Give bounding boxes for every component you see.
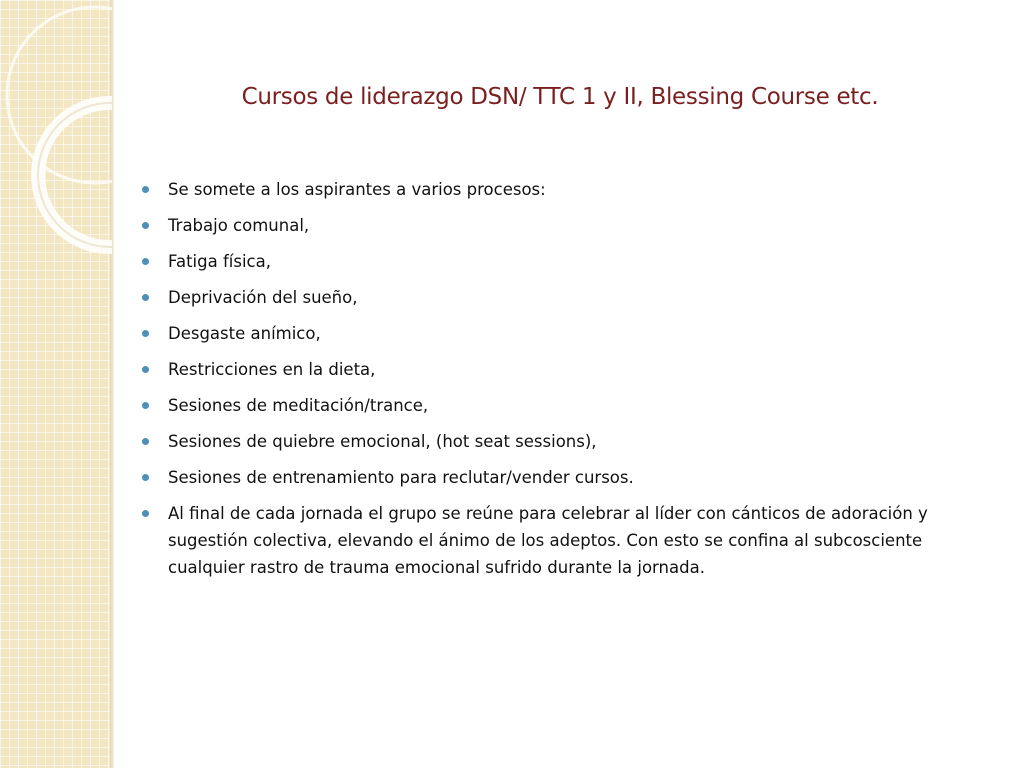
list-item bbox=[140, 392, 980, 419]
bullet-dot-icon bbox=[142, 258, 149, 265]
list-item bbox=[140, 248, 980, 275]
list-item-text: Sesiones de quiebre emocional, (hot seat sessions), bbox=[168, 432, 597, 451]
list-item-text: Deprivación del sueño, bbox=[168, 288, 358, 307]
bullet-dot-icon bbox=[142, 510, 149, 517]
slide-title: Cursos de liderazgo DSN/ TTC 1 y II, Blessing Course etc. bbox=[241, 84, 879, 110]
bullet-dot-icon bbox=[142, 330, 149, 337]
list-item bbox=[140, 500, 980, 581]
bullet-list bbox=[140, 176, 980, 491]
bullet-dot-icon bbox=[142, 294, 149, 301]
bullet-dot-icon bbox=[142, 402, 149, 409]
list-item-text: Sesiones de entrenamiento para reclutar/vender cursos. bbox=[168, 468, 634, 487]
list-item-text: Restricciones en la dieta, bbox=[168, 360, 376, 379]
bullet-dot-icon bbox=[142, 366, 149, 373]
ring-decoration-icon bbox=[0, 0, 112, 260]
closing-paragraph: Al final de cada jornada el grupo se reúne para celebrar al líder con cánticos de adoración y sugestión colectiva, elevando el ánimo de los adeptos. Con esto se confina al subcosciente cualquier rastro de trauma emocional sufrido durante la jornada. bbox=[168, 504, 928, 577]
list-item-text: Se somete a los aspirantes a varios procesos: bbox=[168, 180, 546, 199]
list-item-text: Sesiones de meditación/trance, bbox=[168, 396, 429, 415]
list-item bbox=[140, 284, 980, 311]
closing-bullet-list bbox=[140, 500, 980, 581]
bullet-dot-icon bbox=[142, 474, 149, 481]
list-item bbox=[140, 356, 980, 383]
list-item-text: Trabajo comunal, bbox=[168, 216, 310, 235]
list-item-text: Fatiga física, bbox=[168, 252, 271, 271]
list-item bbox=[140, 428, 980, 455]
bullet-dot-icon bbox=[142, 438, 149, 445]
slide-content bbox=[140, 176, 980, 590]
list-item bbox=[140, 320, 980, 347]
list-item bbox=[140, 464, 980, 491]
bullet-dot-icon bbox=[142, 186, 149, 193]
list-item-text: Desgaste anímico, bbox=[168, 324, 321, 343]
list-item bbox=[140, 212, 980, 239]
bullet-dot-icon bbox=[142, 222, 149, 229]
list-item bbox=[140, 176, 980, 203]
